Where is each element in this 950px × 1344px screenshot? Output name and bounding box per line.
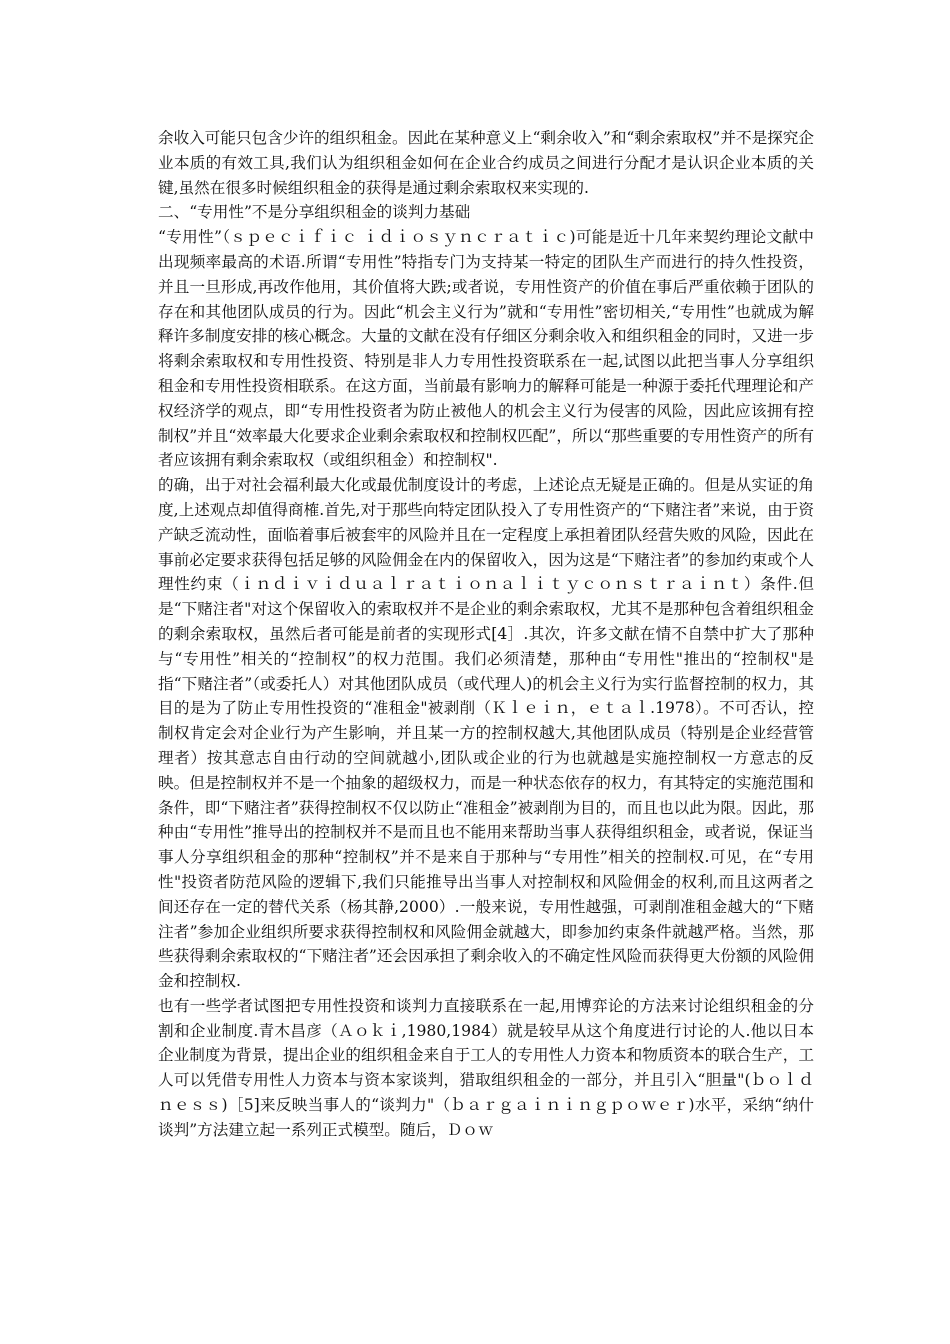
section-heading: 二、“专用性”不是分享组织租金的谈判力基础 — [158, 203, 471, 222]
body-paragraph-4: 也有一些学者试图把专用性投资和谈判力直接联系在一起,用博弈论的方法来讨论组织租金的分割和企业制度.青木昌彦（Ａｏｋｉ,1980,1984）就是较早从这个角度进行讨论的人.他以日本企业制度为背景，提出企业的组织租金来自于工人的专用性人力资本和物质资本的联合生产，工人可以凭借专用性人力资本与资本家谈判，猎取组织租金的一部分，并且引入“胆量"(ｂｏｌｄｎｅｓｓ)［5]来反映当事人的“谈判力"（ｂａｒｇａｉｎｉｎｇｐｏｗｅｒ)水平，采纳“纳什谈判”方法建立起一系列正式模型。随后，Ｄｏｗ — [158, 996, 814, 1139]
body-paragraph-2: “专用性”（ｓｐｅｃｉｆｉｃ ｉｄｉｏｓｙｎｃｒａｔｉｃ)可能是近十几年来契约理论文献中出现频率最高的术语.所谓“专用性”特指专门为支持某一特定的团队生产而进行的持久性投资，并且一旦形成,再改作他用，其价值将大跌;或者说，专用性资产的价值在事后严重依赖于团队的存在和其他团队成员的行为。因此“机会主义行为”就和“专用性”密切相关,“专用性”也就成为解释许多制度安排的核心概念。大量的文献在没有仔细区分剩余收入和组织租金的同时，又进一步将剩余索取权和专用性投资、特别是非人力专用性投资联系在一起,试图以此把当事人分享组织租金和专用性投资相联系。在这方面，当前最有影响力的解释可能是一种源于委托代理理论和产权经济学的观点，即“专用性投资者为防止被他人的机会主义行为侵害的风险，因此应该拥有控制权”并且“效率最大化要求企业剩余索取权和控制权匹配”，所以“那些重要的专用性资产的所有者应该拥有剩余索取权（或组织租金）和控制权". — [158, 228, 814, 470]
body-paragraph-3: 的确，出于对社会福利最大化或最优制度设计的考虑，上述论点无疑是正确的。但是从实证的角度,上述观点却值得商榷.首先,对于那些向特定团队投入了专用性资产的“下赌注者”来说，由于资产缺乏流动性，面临着事后被套牢的风险并且在一定程度上承担着团队经营失败的风险，因此在事前必定要求获得包括足够的风险佣金在内的保留收入，因为这是“下赌注者”的参加约束或个人理性约束（ｉｎｄｉｖｉｄｕａｌｒａｔｉｏｎａｌｉｔｙｃｏｎｓｔｒａｉｎｔ）条件.但是“下赌注者"对这个保留收入的索取权并不是企业的剩余索取权，尤其不是那种包含着组织租金的剩余索取权，虽然后者可能是前者的实现形式[4］.其次，许多文献在情不自禁中扩大了那种与“专用性”相关的“控制权”的权力范围。我们必须清楚，那种由“专用性"推出的“控制权"是指“下赌注者”（或委托人）对其他团队成员（或代理人)的机会主义行为实行监督控制的权力，其目的是为了防止专用性投资的“准租金"被剥削（Ｋｌｅｉｎ，ｅｔａｌ.1978）。不可否认，控制权肯定会对企业行为产生影响，并且某一方的控制权越大,其他团队成员（特别是企业经营管理者）按其意志自由行动的空间就越小,团队或企业的行为也就越是实施控制权一方意志的反映。但是控制权并不是一个抽象的超级权力，而是一种状态依存的权力，有其特定的实施范围和条件，即“下赌注者”获得控制权不仅以防止“准租金”被剥削为目的，而且也以此为限。因此，那种由“专用性”推导出的控制权并不是而且也不能用来帮助当事人获得组织租金，或者说，保证当事人分享组织租金的那种“控制权”并不是来自于那种与“专用性”相关的控制权.可见，在“专用性"投资者防范风险的逻辑下,我们只能推导出当事人对控制权和风险佣金的权利,而且这两者之间还存在一定的替代关系（杨其静,2000）.一般来说，专用性越强，可剥削准租金越大的“下赌注者”参加企业组织所要求获得控制权和风险佣金就越大，即参加约束条件就越严格。当然，那些获得剩余索取权的“下赌注者”还会因承担了剩余收入的不确定性风险而获得更大份额的风险佣金和控制权. — [158, 476, 814, 991]
document-page — [158, 126, 814, 1143]
body-paragraph-1: 余收入可能只包含少许的组织租金。因此在某种意义上“剩余收入”和“剩余索取权”并不是探究企业本质的有效工具,我们认为组织租金如何在企业合约成员之间进行分配才是认识企业本质的关键,虽然在很多时候组织租金的获得是通过剩余索取权来实现的. — [158, 129, 814, 197]
